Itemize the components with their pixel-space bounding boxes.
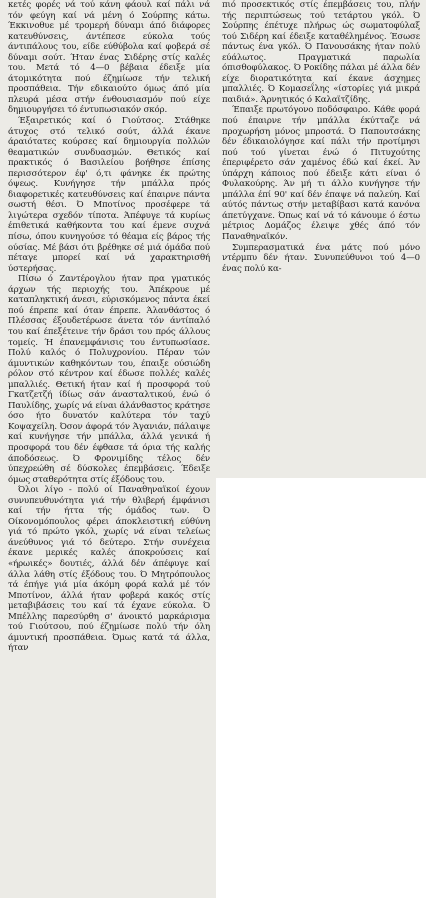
paragraph: Πίσω ό Ζαντέρογλου ήταν πρα γματικός άρχων τής περιοχής του. Άπέκρουε μέ καταπληκτική άνεσι, εύρισκόμενος πάντα έκεί πού έπρεπε καί όταν έπρεπε. Άλανθάστος ό Πλέσσας έξουδετέρωσε άνετα τόν άντίπαλό του καί έπεξέτεινε τήν δράσι του πρός άλλους τομείς. Ή έπανεμφάνισις του έντυπωσίασε. Πολύ καλός ό Πολυχρονίου. Πέραν τών άμυντικών καθηκόντων του, έπαιξε ούσιώδη ρόλον στό κέντρον καί έδωσε πολλές καλές μπαλλιές. Θετική ήταν καί ή προσφορά τού Γκατζετζή ίδίως σάν άνασταλτικού, ένώ ό Παυλίδης, χωρίς νά είναι άλάνθαστος κράτησε όσο ήτο δυνατόν καλύτερα τόν ταχύ Κοψαχείλη. Όσον άφορά τόν Άγανιάν, πάλαιψε καί κυνήγησε τήν μπάλλα, άλλά γενικά ή προσφορά του δέν έφθασε τά όρια τής καλής άποδόσεως. Ό Φρονιμίδης τέλος δέν ύπεχρεώθη σέ δύσκολες έπεμβάσεις. Έδειξε όμως σταθερότητα στίς έξόδους του. [8,274,210,485]
left-column-text [0,0,216,654]
paragraph: κετές φορές νά τού κάνη φάουλ καί πάλι νά τόν φεύγη καί νά μένη ό Σούρπης κάτω. Έκκινοθυε μέ τρομερή δύναμι άπό διάφορες κατευθύνσεις, άντέπεσε εύκολα τούς άντιπάλους του, είδε εύθύβολα καί φοβερά σέ δύναμι σούτ. Ήταν ένας Σιδέρης στίς καλές του. Μετά τό 4—0 βέβαια έδειξε μία άτομικότητα πού έζημίωσε τήν τελική προσπάθεια. Τήν εδικαιούτο όμως άπό μία πλευρά μέσα στήν ένθουσιασμόν πού είχε δημιουργήσει τό έντυπωσιακόν σκόρ. [8,0,210,116]
paragraph: Όλοι λίγο - πολύ οί Παναθηναϊκοί έχουν συνυπευθυνότητα γιά τήν θλιβερή έμφάνισι καί τήν ήττα τής όμάδος των. Ό Οίκονομόπουλος φέρει άποκλειστική εύθύνη γιά τό πρώτο γκόλ, χωρίς νά είναι τελείως άνεύθυνος γιά τό δεύτερο. Στήν συνέχεια έκανε μερικές καλές άποκρούσεις καί «ήρωικές» δουτιές, άλλά δέν άπέφυγε καί άλλα λάθη στίς έξόδους του. Ό Μητρόπουλος τά έπήγε γιά μία άκόμη φορά καλά μέ τόν Μποτίνον, άλλά ήταν φοβερά κακός στίς μεταβιβάσεις του καί τά έχανε εύκολα. Ό Μπέλλης παρεσύρθη σ' άνοικτό μαρκάρισμα τού Γιούτσου, πού έζημίωσε πολύ τήν όλη άμυντική προσπάθεια. Όμως κατά τά άλλα, ήταν [8,485,210,654]
newspaper-clipping-right-column [216,0,426,478]
right-column-text [216,0,426,274]
paragraph: Έξαιρετικός καί ό Γιούτσος. Στάθηκε άτυχος στό τελικό σούτ, άλλά έκανε άραιότατες κούρσες καί δημιουργία πολλών θεαματικών συνδυασμών. Θετικός καί πρακτικός ό Βασιλείου βοήθησε έπίσης περισσότερον έφ' ό,τι φάνηκε έκ πρώτης όψεως. Κυνήγησε τήν μπάλλα πρός διαφορετικές κατευθύνσεις καί έπαιρνε πάντα σωστή θέσι. Ό Μποτίνος προσέφερε τά λιγώτερα σχεδόν τίποτα. Άπέφυγε τά κυρίως έπιθετικά καθήκοντα του καί έμενε συχνά πίσω, όπου κυνηγούσε τό θέαμα είς βάρος τής ούσίας. Μέ βάσι ότι βρέθηκε σέ μιά όμάδα πού πέταγε μπορεί καί νά χαρακτηρισθή ύστερήσας. [8,116,210,274]
paragraph: Έπαιξε πρωτόγονο ποδόσφαιρο. Κάθε φορά πού έπαιρνε τήν μπάλλα έκύτταζε νά προχωρήση μόνος μπροστά. Ό Παπουτσάκης δέν έδικαιολόγησε καί πάλι τήν προτίμησι πού τού γίνεται ένώ ό Πιτυχούτης έπεριφέρετο σάν χαμένος έδώ καί έκεί. Άν ύπάρχη κάποιος πού έδειξε κάτι είναι ό Φυλακούρης. Άν μή τι άλλο κυνήγησε τήν μπάλλα έπί 90' καί δέν έπαψε νά παλεύη. Καί αύτός πάντως στήν μεταβίβασι κατά κανόνα άπετύγχανε. Όπως καί νά τό κάνουμε ό έστω μέτριος Δομάζος έλειψε χθές άπό τόν Παναθηναϊκόν. [222,105,420,243]
paragraph: Συμπερασματικά ένα μάτς πού μόνο ντέρμπυ δέν ήταν. Συνυπεύθυνοι τού 4—0 ένας πολύ κα- [222,242,420,274]
paragraph: πιό προσεκτικός στίς έπεμβάσεις του, πλήν τής περιπτώσεως τού τετάρτου γκόλ. Ό Σούρπης έπέτυχε πλήρως ώς σωματοφύλαξ τού Σιδέρη καί έδειξε καταθέλημένος. Έσωσε πάντως ένα γκόλ. Ό Πανουσάκης ήταν πολύ εύάλωτος. Πραγματικά παρωλία όπισθοφύλακος. Ό Ροκίδης πάλαι μέ άλλα δέν είχε διορατικότητα καί έκανε άσχημες μπαλλιές. Ό Κομασεΐλης «ίστορίες γιά μικρά παιδιά». Άρνητικός ό Καλαϊτζίδης. [222,0,420,105]
